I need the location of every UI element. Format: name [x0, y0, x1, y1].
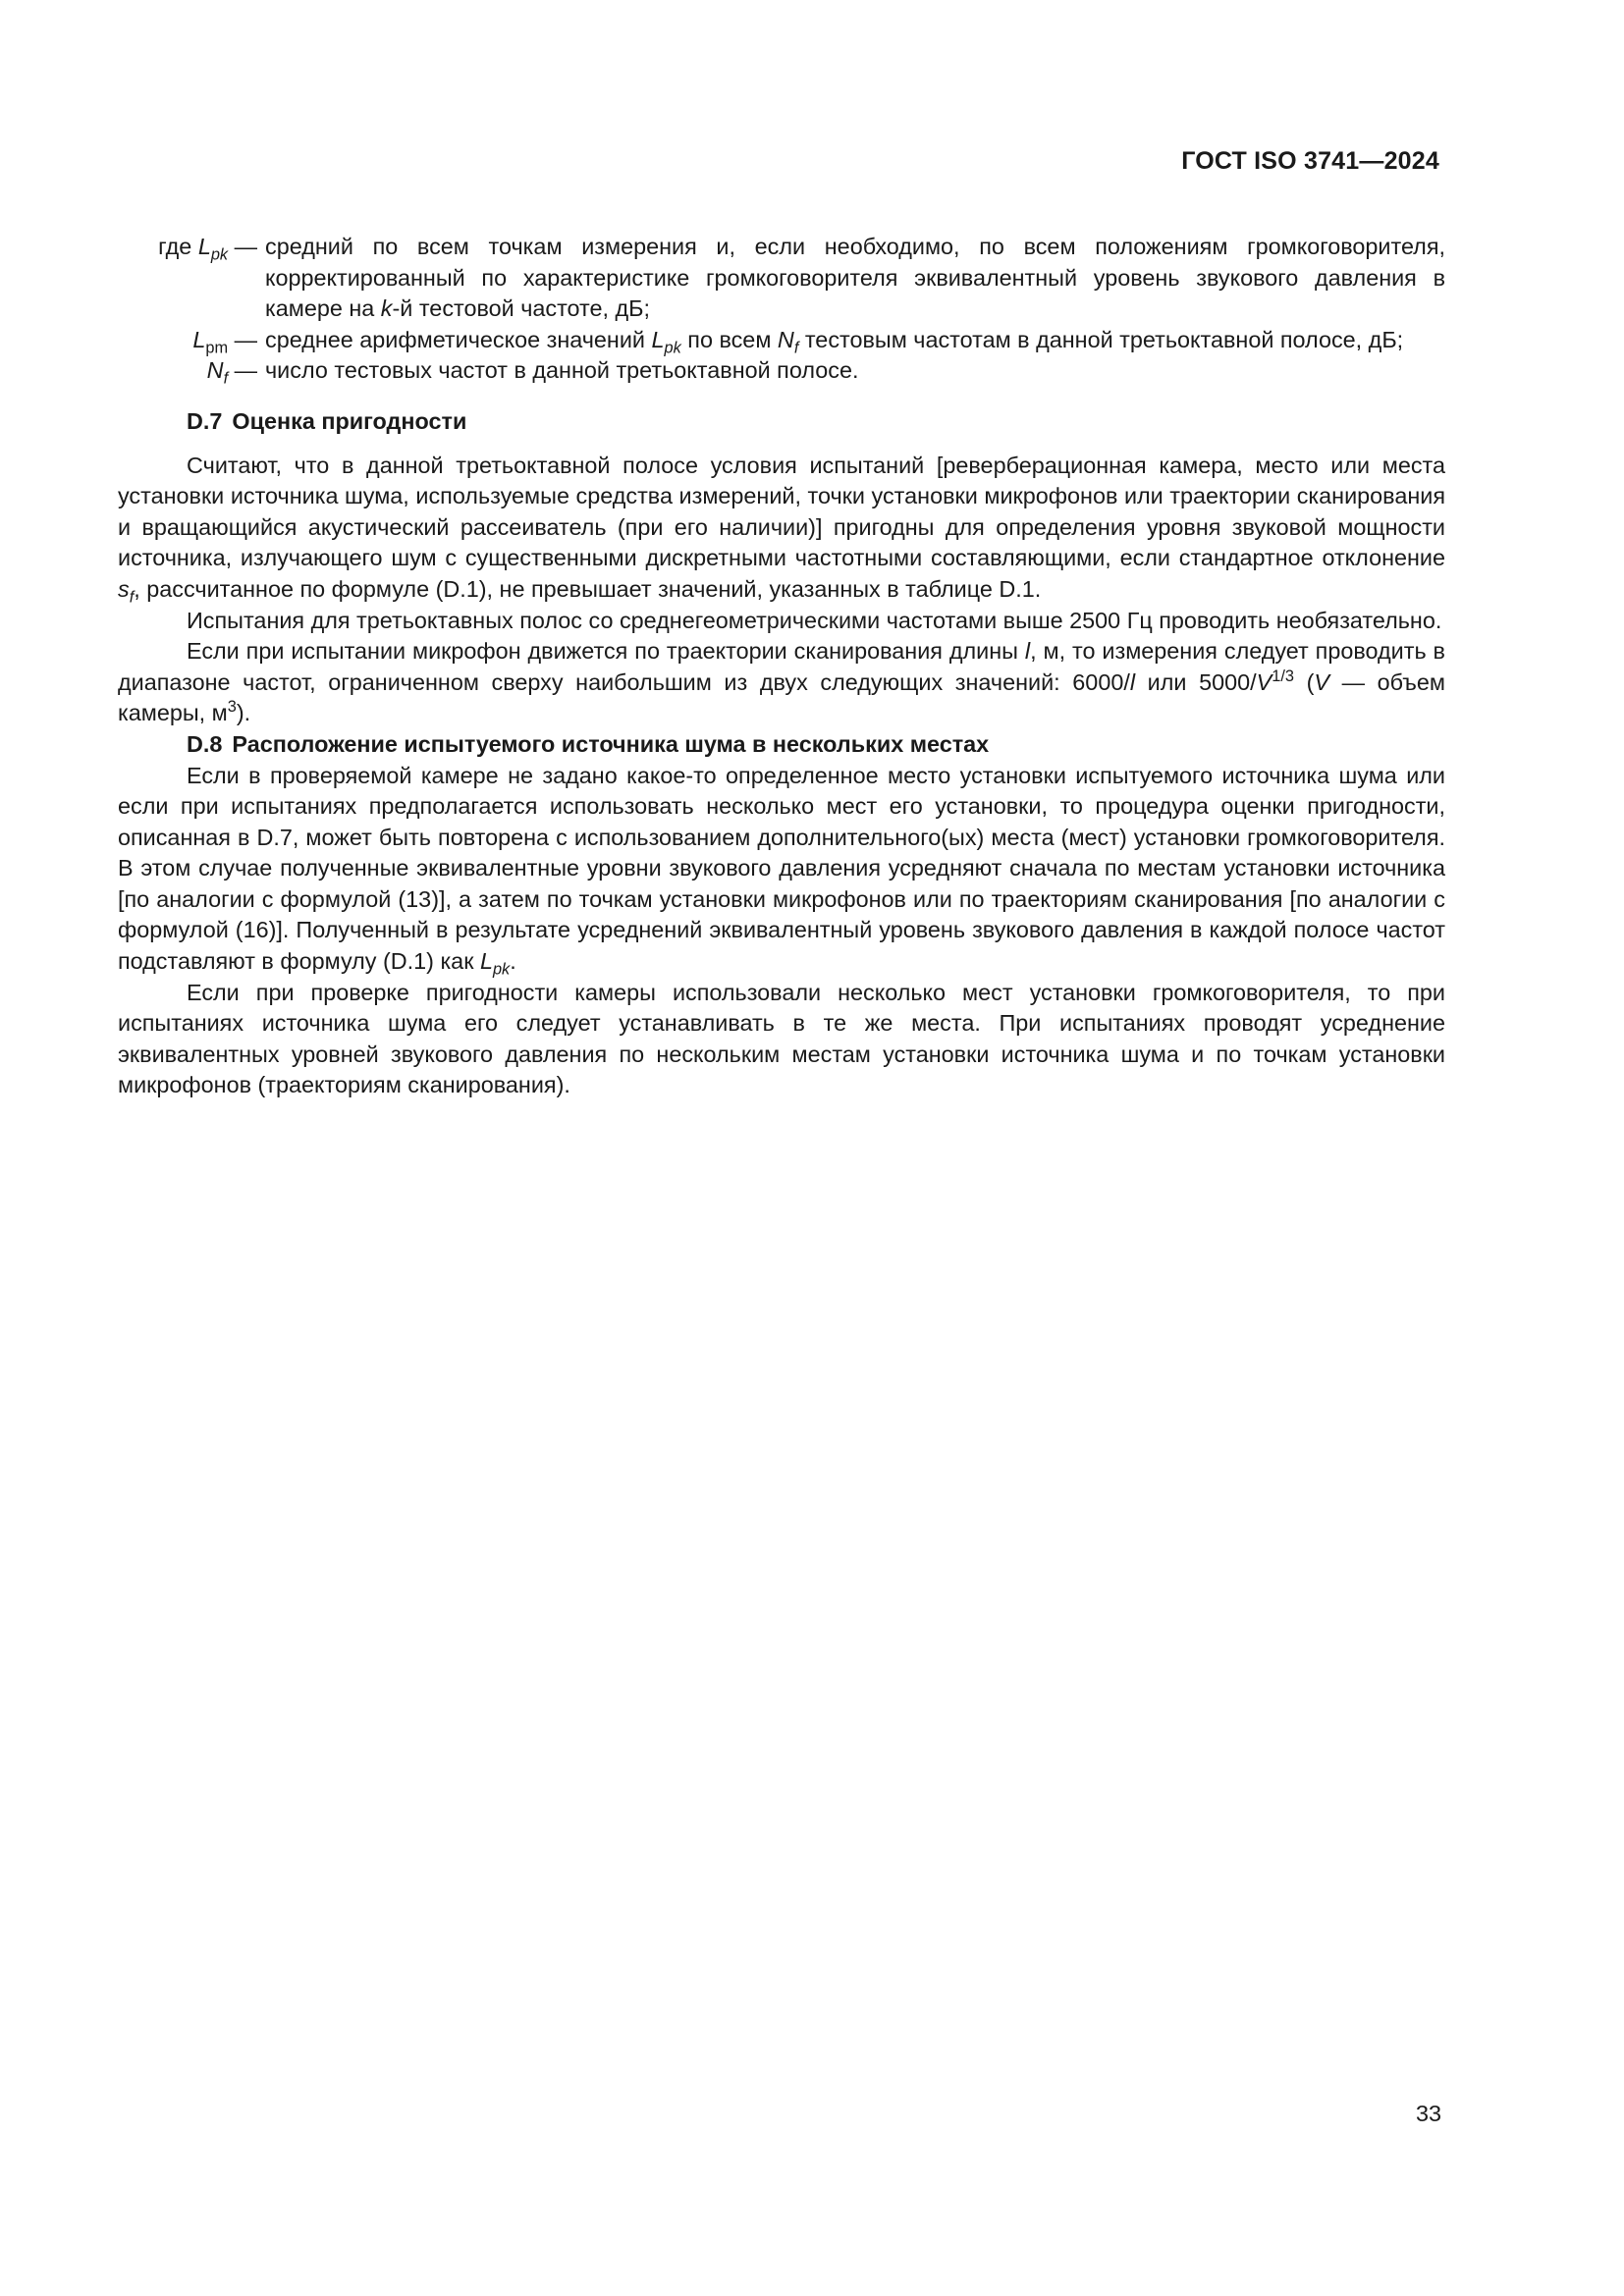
paragraph: Если при проверке пригодности камеры использовали несколько мест установки громкоговорителя, то при испытаниях источника шума его следует устанавливать в те же места. При испытаниях проводят усреднение эквивалентных уровней звукового давления по нескольким местам установки источника шума и по точкам установки микрофонов (траекториям сканирования).	[118, 979, 1445, 1098]
paragraph: Если в проверяемой камере не задано какое-то определенное место установки испытуемого источника шума или если при испытаниях предполагается использовать несколько мест его установки, то процедура оценки пригодности, описанная в D.7, может быть повторена с использованием дополнительного(ых) места (мест) установки громкоговорителя. В этом случае полученные эквивалентные уровни звукового давления усредняют сначала по местам установки источника [по аналогии с формулой (13)], а затем по точкам установки микрофонов или по траекториям сканирования [по аналогии с формулой (16)]. Полученный в результате усреднений эквивалентный уровень звукового давления в каждой полосе частот подставляют в формулу (D.1) как $L_{pk}$.	[118, 762, 1445, 979]
page-content	[118, 232, 1445, 1101]
definition-term: $L_{pm}$ —	[192, 326, 257, 357]
definition-lpm	[118, 325, 1445, 356]
paragraph: Считают, что в данной третьоктавной полосе условия испытаний [реверберационная камера, место или места установки источника шума, используемые средства измерений, точки установки микрофонов или траектории сканирования и вращающийся акустический рассеиватель (при его наличии)] пригодны для определения уровня звуковой мощности источника, излучающего шум с существенными дискретными частотными составляющими, если стандартное отклонение $s_f$, рассчитанное по формуле (D.1), не превышает значений, указанных в таблице D.1.	[118, 452, 1445, 607]
definition-text: число тестовых частот в данной третьоктавной полосе.	[265, 357, 859, 384]
definition-nf	[118, 355, 1445, 387]
paragraph: Если при испытании микрофон движется по траектории сканирования длины l, м, то измерения следует проводить в диапазоне частот, ограниченном сверху наибольшим из двух следующих значений: 6000/l или $5000/V^{1/3}$ (V — объем камеры, $м^3$).	[118, 638, 1446, 726]
page-number: 33	[1415, 2101, 1441, 2126]
definition-term: где $L_{pk}$ —	[158, 234, 257, 264]
definition-lpk	[118, 232, 1445, 325]
document-code-header: ГОСТ ISO 3741—2024	[1181, 147, 1439, 175]
section-heading-d7: D.7 Оценка пригодности	[187, 407, 467, 434]
definition-text: среднее арифметическое значений $L_{pk}$ по всем $N_f$ тестовым частотам в данной третьоктавной полосе, дБ;	[265, 326, 1404, 357]
definition-text: средний по всем точкам измерения и, если необходимо, по всем положениям громкоговорителя, корректированный по характеристике громкоговорителя эквивалентный уровень звукового давления в камере на k-й тестовой частоте, дБ;	[265, 234, 1445, 322]
definition-term: $N_f$ —	[206, 357, 257, 389]
section-heading-d8: D.8 Расположение испытуемого источника шума в нескольких местах	[187, 730, 990, 757]
paragraph: Испытания для третьоктавных полос со среднегеометрическими частотами выше 2500 Гц проводить необязательно.	[187, 607, 1442, 633]
